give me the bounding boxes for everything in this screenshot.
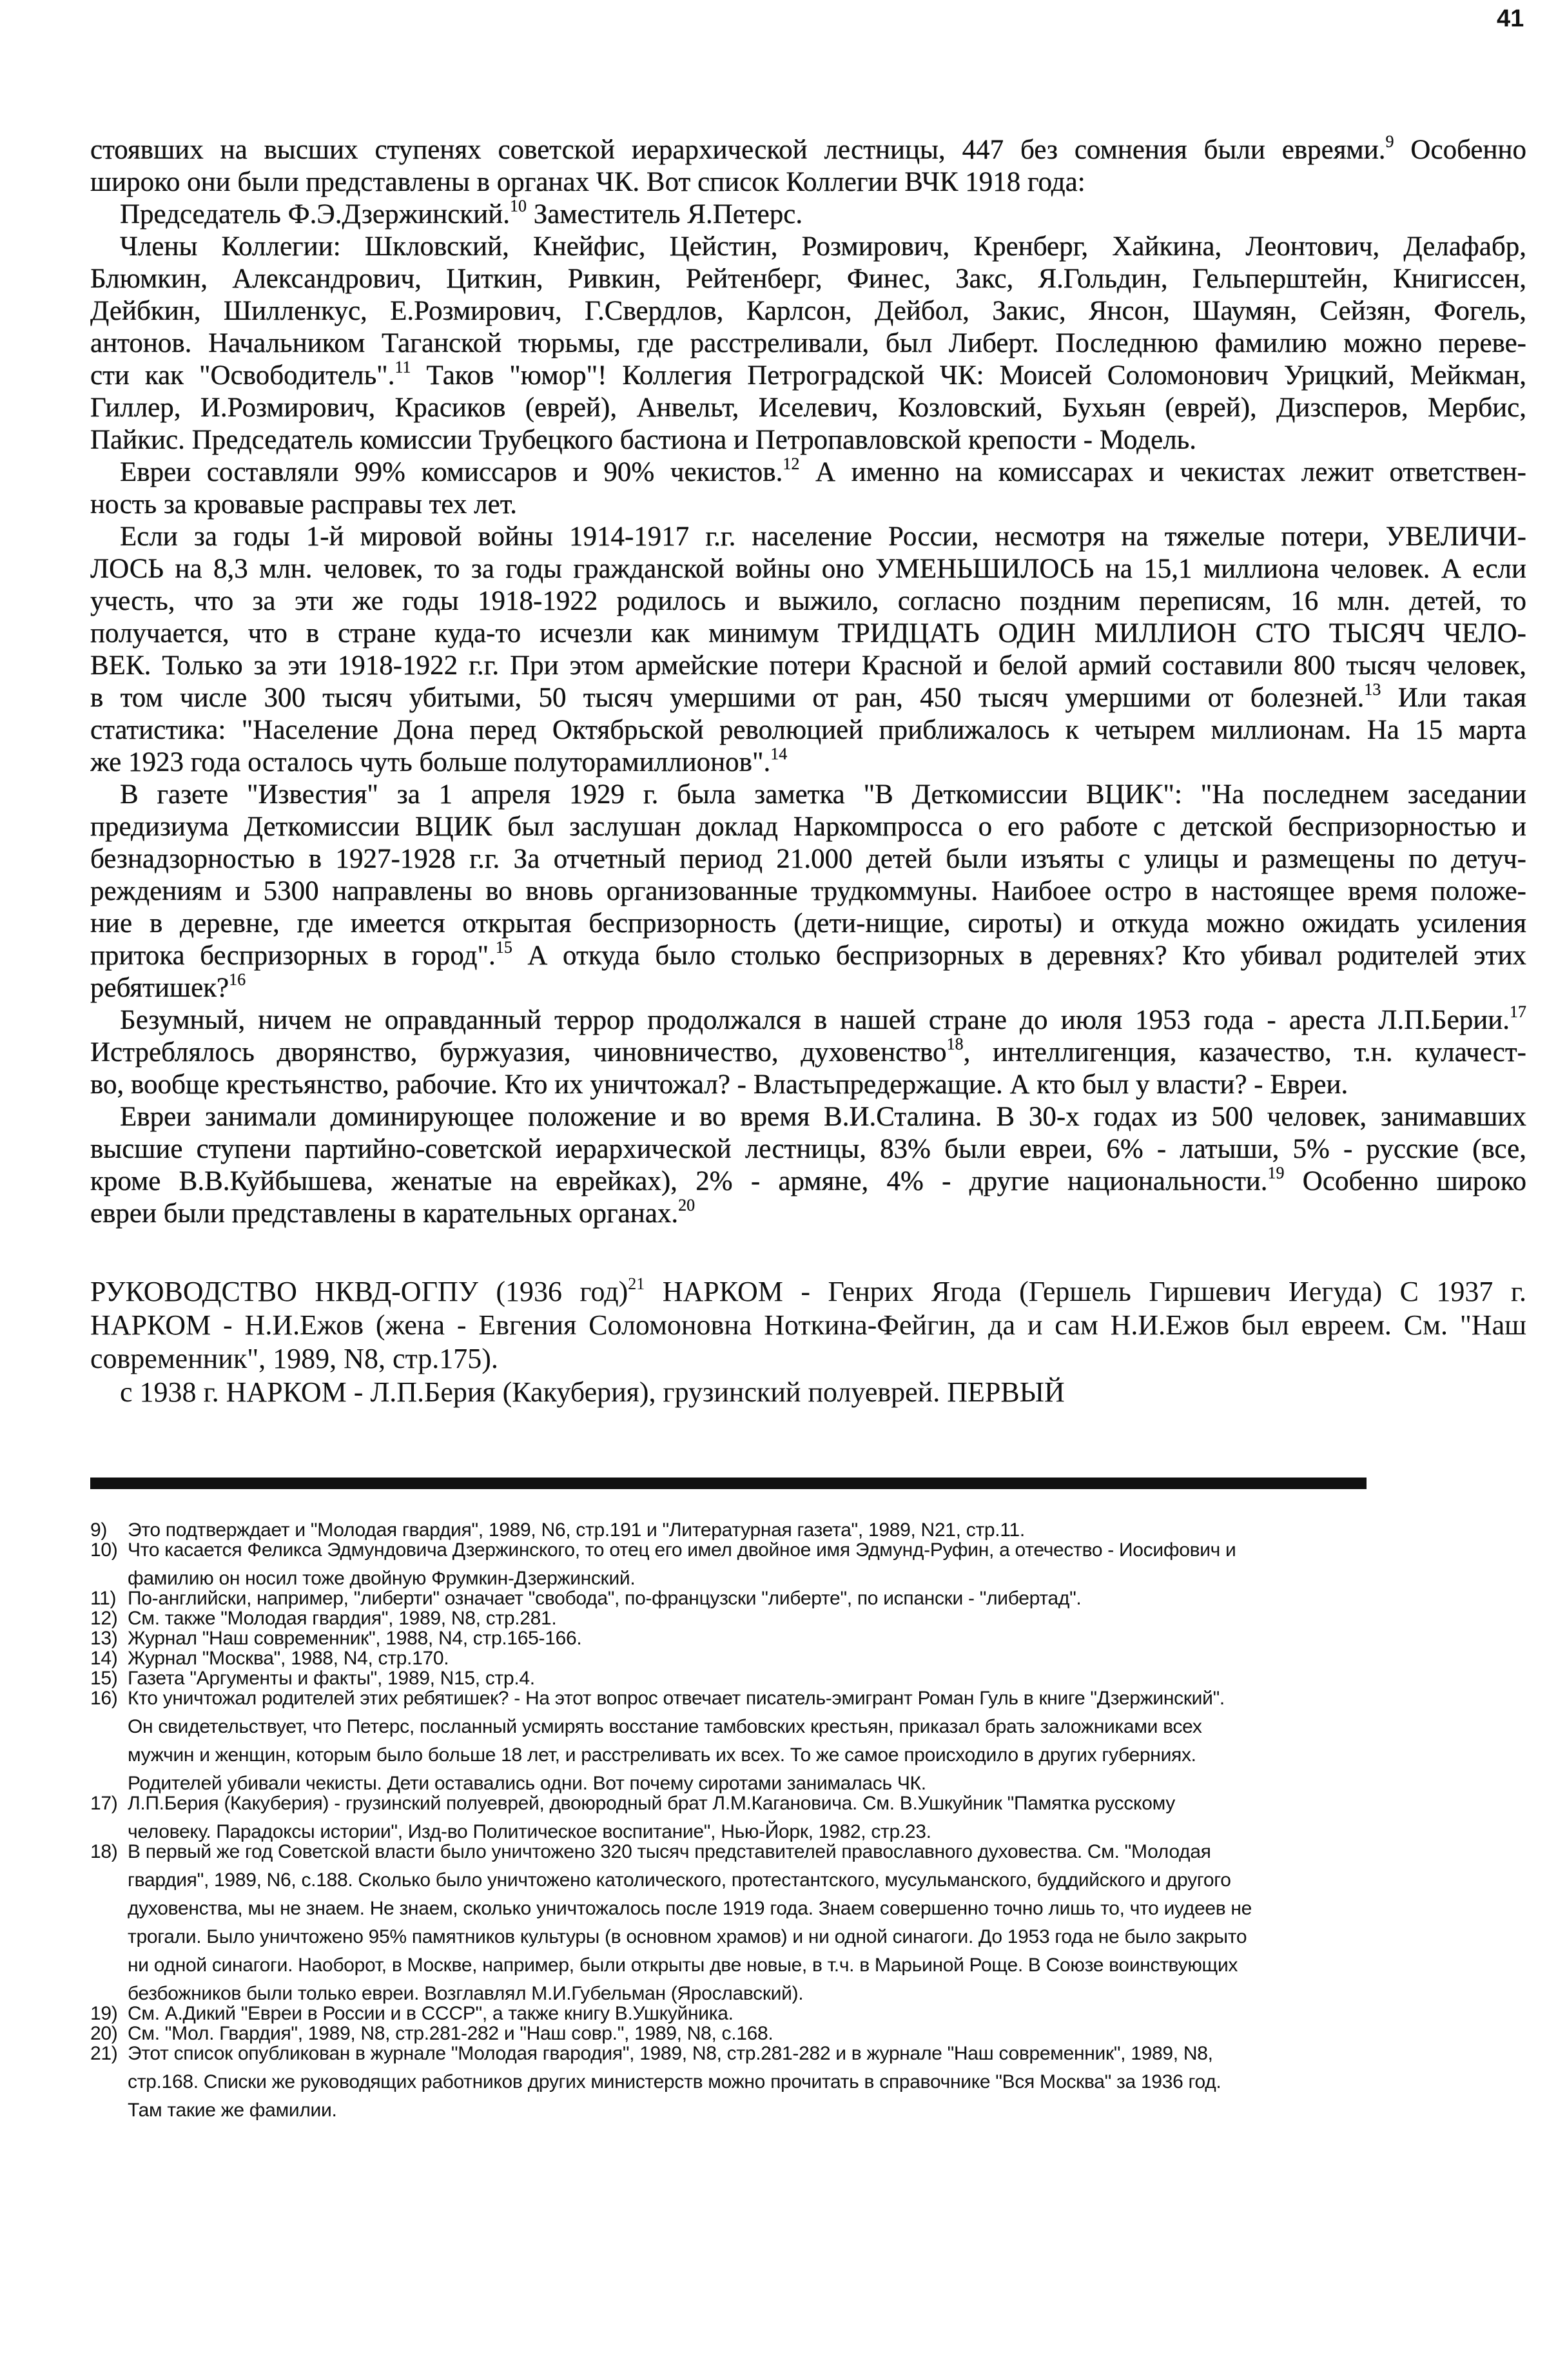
footnote-ref: 12 [783,456,800,473]
text-segment: Особенно широко [1284,1166,1526,1196]
footnote-line: Родителей убивали чекисты. Дети оставались одни. Вот почему сиротами занималась ЧК. [128,1773,926,1794]
text-line [90,553,1526,585]
footnote-line: Журнал "Наш современник", 1988, N4, стр.165-166. [128,1628,582,1649]
footnote-line: фамилию он носил тоже двойную Фрумкин-Дзержинский. [128,1568,636,1589]
text-line [90,521,1526,553]
footnote-number: 11) [90,1588,117,1609]
footnote-line: духовенства, мы не знаем. Не знаем, сколько уничтожалось после 1919 года. Знаем совершенно точно лишь то, что иудеев не [128,1898,1252,1919]
footnote-ref: 14 [770,746,788,763]
text-segment: Таков "юмор"! Коллегия Петроградской ЧК: Моисей Соломонович Урицкий, Мейкман, [411,360,1526,391]
text-segment: с 1938 г. НАРКОМ - Л.П.Берия (Какуберия), грузинский полуеврей. ПЕРВЫЙ [120,1376,1065,1408]
text-line [90,166,1526,199]
footnote-line: Что касается Феликса Эдмундовича Дзержинского, то отец его имел двойное имя Эдмунд-Руфин, а отечество - Иосифович и [128,1539,1236,1561]
footnote-line: мужчин и женщин, которым было больше 18 лет, и расстреливать их всех. То же самое происходило в других губерниях. [128,1744,1196,1766]
footnote-ref: 17 [1510,1004,1526,1021]
footnote-ref: 9 [1385,134,1394,151]
footnote-line: Там такие же фамилии. [128,2100,337,2121]
text-line [90,360,1526,392]
main-text [90,134,1526,1230]
footnote-ref: 11 [394,360,411,376]
footnote-number: 19) [90,2003,118,2024]
text-segment: Безумный, ничем не оправданный террор продолжался в нашей стране до июля 1953 года - ареста Л.П.Берии. [120,1005,1510,1035]
footnote-line: Газета "Аргументы и факты", 1989, N15, стр.4. [128,1668,535,1689]
footnote-line: См. "Мол. Гвардия", 1989, N8, стр.281-282 и "Наш совр.", 1989, N8, с.168. [128,2023,774,2044]
text-segment: В газете "Известия" за 1 апреля 1929 г. была заметка "В Деткомиссии ВЦИК": "На последнем заседании [120,779,1526,810]
text-segment: Если за годы 1-й мировой войны 1914-1917 г.г. население России, несмотря на тяжелые потери, УВЕЛИЧИ- [120,522,1526,552]
text-segment: ЛОСЬ на 8,3 млн. человек, то за годы гражданской войны оно УМЕНЬШИЛОСЬ на 15,1 миллиона человек. А если [90,554,1526,584]
text-segment: сти как "Освободитель". [90,360,395,391]
text-segment: антонов. Начальником Таганской тюрьмы, где расстреливали, был Либерт. Последнюю фамилию можно переве- [90,328,1526,358]
footnote-divider [90,1478,1367,1489]
text-line [90,1101,1526,1133]
text-segment: Пайкис. Председатель комиссии Трубецкого бастиона и Петропавловской крепости - Модель. [90,425,1197,455]
footnote-number: 21) [90,2043,118,2064]
paragraph [90,1275,1526,1376]
footnote-ref: 13 [1364,682,1381,699]
paragraph [90,1004,1526,1101]
text-line [90,1275,1526,1309]
footnote-line: См. также "Молодая гвардия", 1989, N8, стр.281. [128,1608,557,1629]
text-segment: евреи были представлены в карательных органах. [90,1198,679,1229]
text-segment: РУКОВОДСТВО НКВД-ОГПУ (1936 год) [90,1276,628,1307]
text-segment: получается, что в стране куда-то исчезли как минимум ТРИДЦАТЬ ОДИН МИЛЛИОН СТО ТЫСЯЧ ЧЕЛО- [90,618,1526,649]
text-segment: Члены Коллегии: Шкловский, Кнейфис, Цейстин, Розмирович, Кренберг, Хайкина, Леонтович, Делафабр, [120,231,1526,262]
text-line [90,618,1526,650]
text-line [90,1037,1526,1069]
footnote-line: гвардия", 1989, N6, с.188. Сколько было уничтожено католического, протестантского, мусульманского, буддийского и другого [128,1869,1231,1891]
text-line [90,295,1526,327]
footnote-ref: 19 [1267,1166,1285,1182]
footnote-line: В первый же год Советской власти было уничтожено 320 тысяч представителей православного духовества. См. "Молодая [128,1841,1211,1862]
text-segment: Дейбкин, Шилленкус, Е.Розмирович, Г.Свердлов, Карлсон, Дейбол, Закис, Янсон, Шаумян, Сейзян, Фогель, [90,296,1526,326]
text-segment: безнадзорностью в 1927-1928 г.г. За отчетный период 21.000 детей были изъяты с улицы и размещены по детуч- [90,844,1526,874]
text-line [90,650,1526,682]
text-segment: притока беспризорных в город". [90,941,496,971]
text-segment: реждениям и 5300 направлены во вновь организованные трудкоммуны. Наибоее остро в настоящее время положе- [90,876,1526,906]
text-line [90,746,1526,779]
footnote-number: 10) [90,1539,118,1561]
text-segment: стоявших на высших ступенях советской иерархической лестницы, 447 без сомнения были евреями. [90,135,1386,165]
footnote [90,1838,1528,2008]
footnote-ref: 21 [628,1275,645,1293]
footnote-ref: 20 [678,1198,696,1214]
text-segment: , интеллигенция, казачество, т.н. кулачест- [963,1037,1526,1068]
text-segment: Или такая [1381,683,1526,713]
footnote-line: Это подтверждает и "Молодая гвардия", 1989, N6, стр.191 и "Литературная газета", 1989, N21, стр.11. [128,1519,1025,1541]
footnote [90,2040,1528,2125]
text-line [90,1376,1526,1409]
text-segment: Блюмкин, Александрович, Циткин, Ривкин, Рейтенберг, Финес, Закс, Я.Гольдин, Гельперштейн, Книгиссен, [90,264,1526,294]
footnote-line: Этот список опубликован в журнале "Молодая гвародия", 1989, N8, стр.281-282 и в журнале "Наш современник", 1989, N8, [128,2043,1213,2064]
text-line [90,1198,1526,1230]
footnote-line: См. А.Дикий "Евреи в России и в СССР", а также книгу В.Ушкуйника. [128,2003,734,2024]
text-segment: ребятишек? [90,973,229,1003]
text-line [90,779,1526,811]
footnote-number: 13) [90,1628,118,1649]
text-line [90,199,1526,231]
text-segment: Гиллер, И.Розмирович, Красиков (еврей), Анвельт, Иселевич, Козловский, Бухьян (еврей), Дизсперов, Мербис, [90,393,1526,423]
text-segment: Председатель Ф.Э.Дзержинский. [120,199,510,229]
text-line [90,1166,1526,1198]
text-line [90,231,1526,263]
footnote-line: Он свидетельствует, что Петерс, посланный усмирять восстание тамбовских крестьян, приказал брать заложниками всех [128,1716,1202,1737]
footnote-number: 18) [90,1841,118,1862]
nkvd-leadership-section [90,1275,1526,1409]
text-segment: Заместитель Я.Петерс. [526,199,803,229]
footnote-line: ни одной синагоги. Наоборот, в Москве, например, были открыты две новые, в т.ч. в Марьиной Роще. В Союзе воинствующих [128,1955,1238,1976]
text-segment: высшие ступени партийно-советской иерархической лестницы, 83% были евреи, 6% - латыши, 5% - русские (все, [90,1134,1526,1164]
text-segment: современник", 1989, N8, стр.175). [90,1343,498,1374]
footnote-ref: 16 [229,972,246,989]
paragraph [90,199,1526,231]
text-line [90,843,1526,875]
text-segment: Евреи составляли 99% комиссаров и 90% чекистов. [120,457,783,487]
footnote-line: стр.168. Списки же руководящих работников других министерств можно прочитать в справочнике "Вся Москва" за 1936 год. [128,2071,1221,2092]
text-segment: НАРКОМ - Н.И.Ежов (жена - Евгения Соломоновна Ноткина-Фейгин, да и сам Н.И.Ежов был евреем. См. "Наш [90,1309,1526,1341]
text-segment: статистика: "Население Дона перед Октябрьской революцией приближалось к четырем миллионам. На 15 марта [90,715,1526,745]
text-segment: ность за кровавые расправы тех лет. [90,489,518,520]
footnote-number: 14) [90,1648,118,1669]
text-segment: ние в деревне, где имеется открытая беспризорность (дети-нищие, сироты) и откуда можно ожидать усиления [90,908,1526,939]
text-line [90,972,1526,1004]
footnote-ref: 10 [509,199,527,215]
footnote-number: 15) [90,1668,118,1689]
footnote-line: По-английски, например, "либерти" означает "свобода", по-французски "либерте", по испански - "либертад". [128,1588,1082,1609]
footnote-line: безбожников были только евреи. Возглавлял М.И.Губельман (Ярославский). [128,1983,804,2004]
text-segment: Особенно [1394,135,1526,165]
footnote-line: Л.П.Берия (Какуберия) - грузинский полуеврей, двоюродный брат Л.М.Кагановича. См. В.Ушкуйник "Памятка русскому [128,1793,1175,1814]
paragraph [90,231,1526,456]
text-line [90,489,1526,521]
footnote-number: 16) [90,1688,118,1709]
text-segment: же 1923 года осталось чуть больше полуторамиллионов". [90,747,771,777]
paragraph [90,779,1526,1004]
footnote-line: человеку. Парадоксы истории", Изд-во Политическое воспитание", Нью-Йорк, 1982, стр.23. [128,1821,931,1842]
text-line [90,1004,1526,1037]
footnote-line: трогали. Было уничтожено 95% памятников культуры (в основном храмов) и ни одной синагоги. До 1953 года не было закрыто [128,1926,1247,1947]
footnotes [90,1516,1528,2125]
footnote-number: 12) [90,1608,118,1629]
text-line [90,811,1526,843]
text-line [90,714,1526,746]
footnote-number: 20) [90,2023,118,2044]
text-segment: НАРКОМ - Генрих Ягода (Гершель Гиршевич Иегуда) С 1937 г. [645,1276,1526,1307]
text-line [90,134,1526,166]
text-line [90,940,1526,972]
text-segment: учесть, что за эти же годы 1918-1922 родилось и выжило, согласно поздним переписям, 16 млн. детей, то [90,586,1526,616]
text-line [90,908,1526,940]
text-segment: широко они были представлены в органах ЧК. Вот список Коллегии ВЧК 1918 года: [90,167,1085,197]
text-segment: предизиума Деткомиссии ВЦИК был заслушан доклад Наркомпросса о его работе с детской беспризорностью и [90,812,1526,842]
text-line [90,424,1526,456]
text-line [90,585,1526,618]
text-line [90,1342,1526,1376]
text-line [90,1069,1526,1101]
text-line [90,456,1526,489]
paragraph [90,134,1526,199]
paragraph [90,1376,1526,1409]
text-segment: в том числе 300 тысяч убитыми, 50 тысяч умершими от ран, 450 тысяч умершими от болезней. [90,683,1365,713]
text-segment: кроме В.В.Куйбышева, женатые на еврейках), 2% - армяне, 4% - другие национальности. [90,1166,1268,1196]
footnote-ref: 15 [495,940,512,957]
text-segment: во, вообще крестьянство, рабочие. Кто их уничтожал? - Властьпредержащие. А кто был у власти? - Евреи. [90,1069,1348,1100]
text-segment: ВЕК. Только за эти 1918-1922 г.г. При этом армейские потери Красной и белой армий составили 800 тысяч человек, [90,650,1526,681]
text-line [90,682,1526,714]
footnote-number: 17) [90,1793,118,1814]
text-line [90,1133,1526,1166]
text-line [90,327,1526,360]
paragraph [90,456,1526,521]
text-line [90,1309,1526,1342]
text-line [90,392,1526,424]
text-segment: А откуда было столько беспризорных в деревнях? Кто убивал родителей этих [512,941,1526,971]
page-number: 41 [1497,5,1524,32]
text-line [90,263,1526,295]
footnote-line: Кто уничтожал родителей этих ребятишек? - На этот вопрос отвечает писатель-эмигрант Роман Гуль в книге "Дзержинский". [128,1688,1225,1709]
text-line [90,875,1526,908]
text-segment: А именно на комиссарах и чекистах лежит ответствен- [799,457,1526,487]
paragraph [90,521,1526,779]
paragraph [90,1101,1526,1230]
footnote-line: Журнал "Москва", 1988, N4, стр.170. [128,1648,449,1669]
text-segment: Истреблялось дворянство, буржуазия, чиновничество, духовенство [90,1037,947,1068]
footnote-number: 9) [90,1519,108,1541]
footnote-ref: 18 [946,1037,964,1053]
footnote [90,1684,1528,1798]
text-segment: Евреи занимали доминирующее положение и во время В.И.Сталина. В 30-х годах из 500 человек, занимавших [120,1102,1526,1132]
